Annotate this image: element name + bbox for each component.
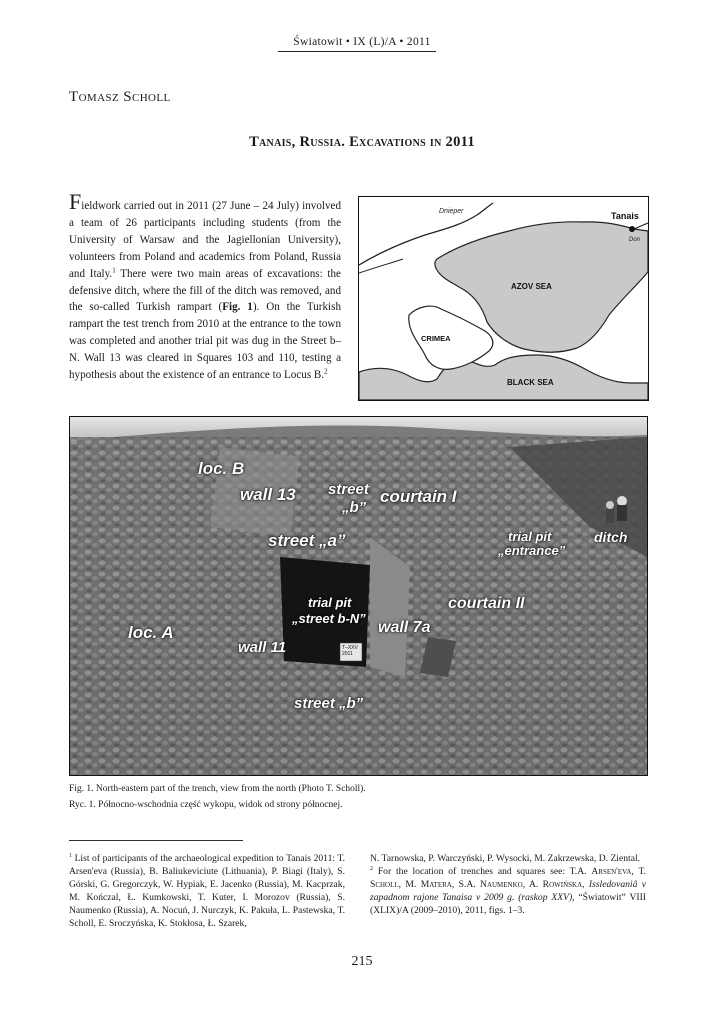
fn2-sep-5: , [582, 879, 589, 890]
fn2-text-a: For the location of trenches and squares see: T.A. [377, 866, 592, 877]
header-rule [278, 51, 436, 52]
board-text-1: T–XXV [342, 645, 358, 651]
label-trial-pit-entrance-2: „entrance” [498, 543, 566, 558]
location-map [358, 196, 649, 401]
photo-svg [70, 417, 647, 775]
figure-ref[interactable]: Fig. 1 [222, 301, 253, 314]
fn2-sep-2: , M. [398, 879, 421, 890]
body-text-1: ieldwork carried out in 2011 (27 June – 24 July) involved a team of 26 participants including students (from the University of Warsaw and the Jagiellonian University), volunteers from Poland and academics from Poland, Russia and Italy. [69, 200, 341, 280]
label-trial-pit-street-2: „street b-N” [292, 611, 366, 626]
footnote-column-right [370, 852, 646, 917]
fn2-sep-4: , A. [522, 879, 543, 890]
body-text-2: There were two main areas of excavations: the defensive ditch, where the fill of the ditch was removed, and the so-called Turkish rampart ( [69, 267, 341, 314]
footnote-2-mark: 2 [370, 865, 373, 872]
label-trial-pit-entrance-1: trial pit [508, 529, 552, 544]
tanais-marker [629, 226, 635, 232]
label-street-b-top-quote: „b” [342, 499, 367, 516]
excavation-photo [69, 416, 648, 776]
footnote-rule [69, 840, 243, 841]
board-text-2: 2011 [342, 651, 353, 657]
fn2-title: Issledovaniâ v zapadnom rajone Tanaisa v 2009 g. (raskop XXV) [370, 879, 647, 903]
label-loc-a: loc. A [128, 623, 174, 642]
label-ditch: ditch [594, 529, 628, 545]
label-wall-7a: wall 7a [378, 619, 431, 636]
fn2-sep-1: , T. [631, 866, 646, 877]
author: Tomasz Scholl [69, 89, 171, 105]
fn2-author-5: Rowińska [542, 879, 583, 890]
body-text-3: ). On the Turkish rampart the test trench from 2010 at the entrance to the town was completed and another trial pit was dug in the Street b–N. Wall 13 was cleared in Squares 103 and 110, testing a hypothesis about the existence of an entrance to Locus B. [69, 301, 341, 382]
fn2-end: , “Światowit” VIII (XLIX)/A (2009–2010), 2011, figs. 1–3. [370, 892, 646, 916]
footnote-ref-2[interactable]: 2 [324, 367, 328, 376]
fn2-author-3: Matera [420, 879, 452, 890]
map-label-black-sea: BLACK SEA [507, 378, 554, 387]
footnote-ref-1[interactable]: 1 [112, 265, 116, 274]
label-street-b-top: street [328, 481, 369, 498]
fn2-sep-3: , S.A. [451, 879, 481, 890]
label-courtain-1: courtain I [380, 487, 457, 506]
map-svg [359, 197, 648, 400]
map-label-crimea: CRIMEA [421, 334, 451, 343]
label-street-b-bottom: street „b” [294, 695, 364, 712]
map-label-don: Don [629, 237, 641, 243]
footnote-2 [370, 865, 646, 917]
label-wall-11: wall 11 [238, 639, 287, 656]
label-loc-b: loc. B [198, 459, 245, 478]
figure-caption-en: Fig. 1. North-eastern part of the trench, view from the north (Photo T. Scholl). [69, 784, 366, 794]
figure-caption-pl: Ryc. 1. Północno-wschodnia część wykopu, widok od strony północnej. [69, 800, 343, 810]
article-title: Tanais, Russia. Excavations in 2011 [249, 134, 475, 150]
photo-board [342, 645, 358, 657]
footnote-1 [69, 852, 345, 930]
body-paragraph [69, 189, 341, 384]
map-label-azov-sea: AZOV SEA [511, 282, 552, 291]
map-label-tanais: Tanais [611, 211, 639, 221]
label-trial-pit-street-1: trial pit [308, 595, 352, 610]
footnote-1-continued: N. Tarnowska, P. Warczyński, P. Wysocki, M. Zakrzewska, D. Ziental. [370, 853, 641, 864]
label-street-a: street „a” [268, 531, 346, 550]
fn2-author-4: Naumenko [480, 879, 523, 890]
map-label-dnieper: Dnieper [439, 208, 464, 215]
fn2-author-2: Scholl [370, 879, 399, 890]
drop-cap: F [69, 189, 82, 214]
page-number: 215 [351, 954, 373, 969]
running-header: Światowit • IX (L)/A • 2011 [293, 36, 431, 48]
label-wall-13: wall 13 [240, 485, 296, 504]
label-courtain-2: courtain II [448, 595, 525, 612]
footnote-1-text: List of participants of the archaeological expedition to Tanais 2011: T. Arsen'eva (Russia), B. Baliukeviciute (Lithuania), P. Biagi (Italy), S. Górski, G. Gregorczyk, W. Hypiak, E. Jacenko (Russia), M. Kacprzak, M. Kończal, Ł. Kumkowski, T. Kuter, I. Morozov (Russia), S. Naumenko (Russia), A. Nocuń, J. Nurczyk, K. Pakuła, L. Pastewska, T. Scholl, E. Sroczyńska, K. Stokłosa, Ł. Szarek, [69, 853, 345, 929]
fn2-author-1: Arsen'eva [591, 866, 632, 877]
footnote-1-mark: 1 [69, 852, 72, 859]
